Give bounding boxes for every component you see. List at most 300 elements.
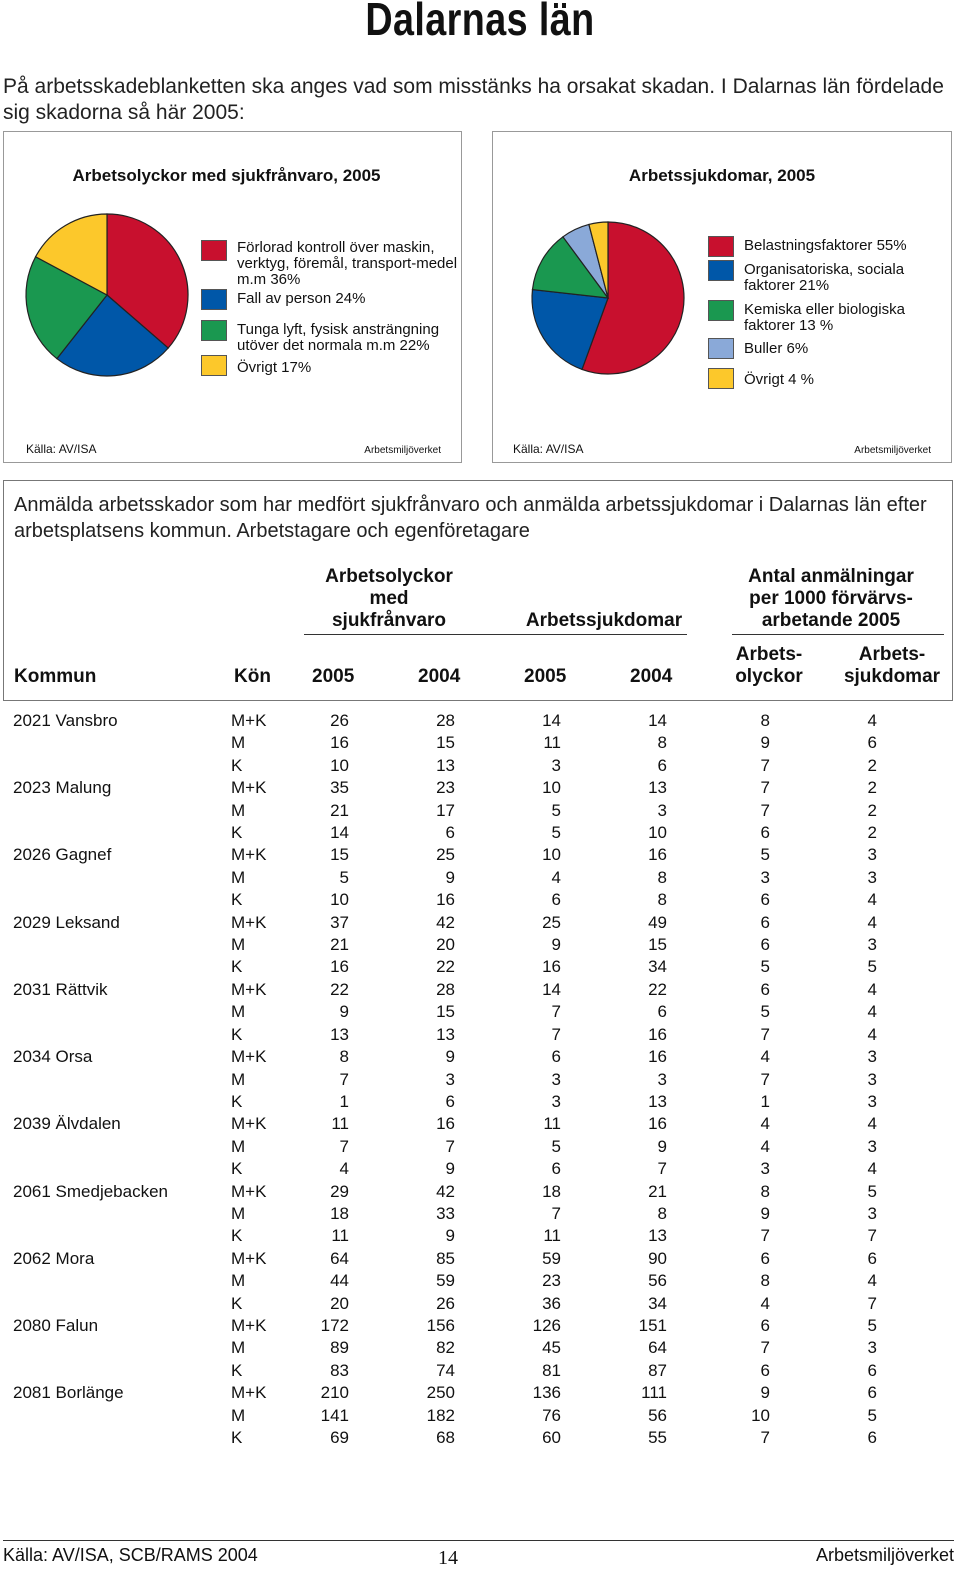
- value-cell: 89: [330, 1338, 349, 1358]
- value-cell: 45: [542, 1338, 561, 1358]
- value-cell: 7: [339, 1136, 349, 1156]
- kon-cell: M: [231, 1271, 246, 1291]
- kommun-cell: [3, 1427, 231, 1449]
- value-cell: 60: [542, 1428, 561, 1447]
- value-cell: 76: [542, 1405, 561, 1425]
- kommun-cell: 2039 Älvdalen: [13, 1114, 121, 1134]
- value-cell: 6: [867, 1383, 877, 1403]
- page-number: 14: [438, 1547, 458, 1569]
- value-cell: 4: [551, 867, 561, 887]
- kommun-cell: 2031 Rättvik: [13, 979, 108, 999]
- value-cell: 111: [641, 1383, 667, 1403]
- value-cell: 35: [330, 778, 349, 798]
- value-cell: 3: [867, 867, 877, 887]
- table-header-box: [3, 480, 953, 701]
- value-cell: 7: [760, 1338, 770, 1358]
- legend-label: Kemiska eller biologiska faktorer 13 %: [744, 301, 905, 334]
- value-cell: 21: [330, 935, 349, 955]
- value-cell: 1: [339, 1091, 349, 1111]
- value-cell: 16: [648, 1047, 667, 1067]
- value-cell: 36: [542, 1293, 561, 1313]
- table-row: [3, 1024, 929, 1046]
- kommun-cell: 2080 Falun: [13, 1315, 99, 1335]
- kon-cell: M+K: [231, 845, 267, 865]
- kommun-cell: [3, 1091, 231, 1113]
- table-row: [3, 822, 929, 844]
- value-cell: 90: [648, 1248, 667, 1268]
- value-cell: 10: [330, 890, 349, 910]
- value-cell: 11: [543, 1226, 561, 1246]
- value-cell: 8: [657, 1203, 667, 1223]
- legend-label: Fall av person 24%: [237, 290, 366, 307]
- legend-swatch: [201, 289, 227, 310]
- value-cell: 87: [648, 1360, 667, 1380]
- legend-swatch: [201, 240, 227, 261]
- value-cell: 7: [551, 1024, 561, 1044]
- legend-swatch: [708, 368, 734, 389]
- kommun-cell: [3, 800, 231, 822]
- table-row: [3, 1382, 929, 1404]
- value-cell: 7: [445, 1136, 455, 1156]
- table-row: [3, 732, 929, 754]
- value-cell: 44: [330, 1271, 349, 1291]
- pie-title: Arbetsolyckor med sjukfrånvaro, 2005: [72, 166, 381, 185]
- value-cell: 9: [551, 935, 561, 955]
- value-cell: 3: [867, 935, 877, 955]
- table-row: [3, 979, 929, 1001]
- legend-swatch: [201, 355, 227, 376]
- kommun-cell: [3, 1337, 231, 1359]
- group-header-olyckor: Arbetsolyckor med sjukfrånvaro: [325, 566, 453, 631]
- table-row: [3, 1225, 929, 1247]
- value-cell: 210: [320, 1383, 349, 1403]
- value-cell: 7: [760, 1226, 770, 1246]
- kommun-cell: [3, 1360, 231, 1382]
- value-cell: 7: [760, 755, 770, 775]
- legend-label: Övrigt 4 %: [744, 371, 815, 388]
- footer-publisher: Arbetsmiljöverket: [815, 1545, 954, 1565]
- value-cell: 4: [760, 1047, 770, 1067]
- value-cell: 28: [436, 711, 455, 730]
- legend-label: Buller 6%: [744, 340, 809, 357]
- value-cell: 16: [330, 733, 349, 753]
- value-cell: 3: [657, 1069, 667, 1089]
- value-cell: 81: [542, 1360, 561, 1380]
- value-cell: 6: [760, 823, 770, 843]
- table-row: [3, 710, 929, 732]
- col-header-kon: Kön: [234, 666, 271, 687]
- page-title: Dalarnas län: [365, 0, 595, 45]
- col-header-arbetsolyckor: Arbets- olyckor: [735, 644, 803, 687]
- value-cell: 5: [867, 957, 877, 977]
- table-row: [3, 1427, 929, 1449]
- value-cell: 7: [867, 1226, 877, 1246]
- kon-cell: K: [231, 1159, 243, 1179]
- pie-publisher: Arbetsmiljöverket: [364, 445, 441, 456]
- data-table: [3, 710, 929, 1449]
- kon-cell: M: [231, 935, 246, 955]
- value-cell: 3: [760, 867, 770, 887]
- value-cell: 6: [760, 1360, 770, 1380]
- value-cell: 6: [551, 890, 561, 910]
- pie-panel-sjukdomar: [492, 131, 952, 463]
- kommun-cell: 2026 Gagnef: [13, 845, 112, 865]
- value-cell: 22: [330, 979, 349, 999]
- value-cell: 7: [551, 1203, 561, 1223]
- value-cell: 15: [436, 1002, 455, 1022]
- value-cell: 5: [760, 1002, 770, 1022]
- legend-label: Förlorad kontroll över maskin, verktyg, föremål, transport-medel m.m 36%: [237, 239, 458, 288]
- value-cell: 172: [320, 1315, 349, 1335]
- value-cell: 10: [648, 823, 667, 843]
- value-cell: 16: [542, 957, 561, 977]
- value-cell: 6: [657, 1002, 667, 1022]
- value-cell: 16: [436, 890, 455, 910]
- kon-cell: M: [231, 1002, 246, 1022]
- col-header-kommun: Kommun: [14, 666, 97, 687]
- kommun-cell: [3, 1024, 231, 1046]
- value-cell: 26: [330, 711, 349, 730]
- value-cell: 22: [648, 979, 667, 999]
- value-cell: 21: [648, 1181, 667, 1201]
- kommun-cell: [3, 889, 231, 911]
- value-cell: 42: [436, 1181, 455, 1201]
- value-cell: 21: [330, 800, 349, 820]
- value-cell: 3: [760, 1159, 770, 1179]
- kommun-cell: 2023 Malung: [13, 778, 112, 798]
- legend-label: Tunga lyft, fysisk ansträngning utöver det normala m.m 22%: [237, 321, 440, 354]
- value-cell: 5: [867, 1315, 877, 1335]
- value-cell: 14: [648, 711, 667, 730]
- table-row: [3, 844, 929, 866]
- value-cell: 4: [867, 912, 877, 932]
- value-cell: 25: [542, 912, 561, 932]
- kon-cell: M: [231, 1338, 246, 1358]
- value-cell: 11: [543, 733, 561, 753]
- value-cell: 6: [760, 1315, 770, 1335]
- value-cell: 6: [760, 912, 770, 932]
- table-row: [3, 1091, 929, 1113]
- value-cell: 5: [551, 1136, 561, 1156]
- value-cell: 9: [760, 1383, 770, 1403]
- value-cell: 3: [867, 1047, 877, 1067]
- col-header-sjukdomar-2004: 2004: [630, 666, 673, 687]
- value-cell: 6: [867, 1248, 877, 1268]
- value-cell: 4: [867, 979, 877, 999]
- footer-source: Källa: AV/ISA, SCB/RAMS 2004: [3, 1545, 258, 1565]
- intro-text: På arbetsskadeblanketten ska anges vad som misstänks ha orsakat skadan. I Dalarnas län fördelade sig skadorna så här 2005:: [3, 75, 944, 124]
- value-cell: 8: [760, 711, 770, 730]
- table-row: [3, 1405, 929, 1427]
- value-cell: 9: [760, 733, 770, 753]
- table-row: [3, 1046, 929, 1068]
- value-cell: 15: [648, 935, 667, 955]
- kon-cell: M+K: [231, 912, 267, 932]
- table-row: [3, 1203, 929, 1225]
- value-cell: 156: [426, 1315, 455, 1335]
- kommun-cell: [3, 1136, 231, 1158]
- value-cell: 42: [436, 912, 455, 932]
- table-row: [3, 867, 929, 889]
- kommun-cell: [3, 732, 231, 754]
- kon-cell: K: [231, 1091, 243, 1111]
- value-cell: 14: [330, 823, 349, 843]
- value-cell: 16: [648, 845, 667, 865]
- legend-swatch: [708, 236, 734, 257]
- pie-legend-sjukdomar: [708, 238, 948, 393]
- kon-cell: M: [231, 733, 246, 753]
- table-row: [3, 1293, 929, 1315]
- value-cell: 5: [867, 1405, 877, 1425]
- value-cell: 3: [867, 1338, 877, 1358]
- value-cell: 4: [867, 1114, 877, 1134]
- value-cell: 74: [436, 1360, 455, 1380]
- value-cell: 13: [648, 1226, 667, 1246]
- value-cell: 10: [330, 755, 349, 775]
- kon-cell: M: [231, 1405, 246, 1425]
- kon-cell: K: [231, 1293, 243, 1313]
- kon-cell: M: [231, 1136, 246, 1156]
- kommun-cell: [3, 1270, 231, 1292]
- value-cell: 3: [551, 1091, 561, 1111]
- kon-cell: M+K: [231, 778, 267, 798]
- legend-swatch: [201, 320, 227, 341]
- pie-legend-olyckor: [201, 240, 461, 390]
- value-cell: 4: [339, 1159, 349, 1179]
- kommun-cell: 2081 Borlänge: [13, 1383, 124, 1403]
- value-cell: 13: [648, 778, 667, 798]
- group-header-sjukdomar: Arbetssjukdomar: [525, 610, 683, 631]
- kon-cell: K: [231, 957, 243, 977]
- kon-cell: M+K: [231, 979, 267, 999]
- value-cell: 10: [542, 778, 561, 798]
- legend-swatch: [708, 260, 734, 281]
- table-row: [3, 956, 929, 978]
- value-cell: 7: [760, 800, 770, 820]
- value-cell: 25: [436, 845, 455, 865]
- value-cell: 9: [445, 867, 455, 887]
- value-cell: 26: [436, 1293, 455, 1313]
- value-cell: 9: [760, 1203, 770, 1223]
- value-cell: 8: [657, 867, 667, 887]
- table-row: [3, 912, 929, 934]
- kon-cell: K: [231, 890, 243, 910]
- value-cell: 59: [436, 1271, 455, 1291]
- kon-cell: M: [231, 1203, 246, 1223]
- value-cell: 14: [542, 979, 561, 999]
- value-cell: 69: [330, 1428, 349, 1447]
- value-cell: 6: [551, 1159, 561, 1179]
- value-cell: 3: [551, 1069, 561, 1089]
- value-cell: 34: [648, 1293, 667, 1313]
- value-cell: 7: [760, 1428, 770, 1447]
- value-cell: 8: [657, 890, 667, 910]
- value-cell: 3: [445, 1069, 455, 1089]
- kon-cell: M+K: [231, 1047, 267, 1067]
- value-cell: 3: [867, 1136, 877, 1156]
- value-cell: 13: [436, 1024, 455, 1044]
- value-cell: 6: [867, 1360, 877, 1380]
- kon-cell: K: [231, 1226, 243, 1246]
- divider: [732, 634, 944, 635]
- value-cell: 9: [445, 1226, 455, 1246]
- value-cell: 55: [648, 1428, 667, 1447]
- value-cell: 56: [648, 1271, 667, 1291]
- value-cell: 4: [867, 1159, 877, 1179]
- kon-cell: M+K: [231, 1181, 267, 1201]
- value-cell: 182: [426, 1405, 455, 1425]
- value-cell: 18: [542, 1181, 561, 1201]
- value-cell: 4: [867, 711, 877, 730]
- divider: [304, 634, 687, 635]
- table-row: [3, 1158, 929, 1180]
- value-cell: 10: [751, 1405, 770, 1425]
- col-header-arbetssjukdomar: Arbets- sjukdomar: [843, 644, 941, 687]
- col-header-olyckor-2004: 2004: [418, 666, 461, 687]
- value-cell: 6: [867, 1428, 877, 1447]
- pie-panel-olyckor: [3, 131, 462, 463]
- value-cell: 4: [760, 1136, 770, 1156]
- value-cell: 28: [436, 979, 455, 999]
- value-cell: 4: [760, 1293, 770, 1313]
- value-cell: 17: [436, 800, 455, 820]
- kommun-cell: [3, 934, 231, 956]
- value-cell: 3: [551, 755, 561, 775]
- value-cell: 3: [867, 1069, 877, 1089]
- table-row: [3, 1069, 929, 1091]
- group-header-antal: Antal anmälningar per 1000 förvärvs- arbetande 2005: [748, 566, 914, 631]
- value-cell: 4: [760, 1114, 770, 1134]
- value-cell: 6: [760, 1248, 770, 1268]
- value-cell: 136: [532, 1383, 561, 1403]
- value-cell: 16: [330, 957, 349, 977]
- value-cell: 16: [648, 1114, 667, 1134]
- value-cell: 15: [436, 733, 455, 753]
- kon-cell: M+K: [231, 1383, 267, 1403]
- value-cell: 7: [339, 1069, 349, 1089]
- kommun-cell: [3, 755, 231, 777]
- table-row: [3, 755, 929, 777]
- kommun-cell: [3, 956, 231, 978]
- kommun-cell: [3, 1203, 231, 1225]
- kommun-cell: 2062 Mora: [13, 1248, 95, 1268]
- kon-cell: M: [231, 867, 246, 887]
- kommun-cell: [3, 1001, 231, 1023]
- pie-title: Arbetssjukdomar, 2005: [628, 166, 816, 185]
- value-cell: 20: [330, 1293, 349, 1313]
- value-cell: 14: [542, 711, 561, 730]
- table-row: [3, 1248, 929, 1270]
- value-cell: 49: [648, 912, 667, 932]
- value-cell: 3: [867, 1091, 877, 1111]
- value-cell: 56: [648, 1405, 667, 1425]
- table-row: [3, 1315, 929, 1337]
- table-row: [3, 889, 929, 911]
- legend-swatch: [708, 300, 734, 321]
- legend-swatch: [708, 338, 734, 359]
- table-row: [3, 1001, 929, 1023]
- value-cell: 7: [551, 1002, 561, 1022]
- value-cell: 6: [657, 755, 667, 775]
- value-cell: 9: [445, 1159, 455, 1179]
- value-cell: 2: [867, 755, 877, 775]
- value-cell: 4: [867, 1002, 877, 1022]
- value-cell: 64: [648, 1338, 667, 1358]
- value-cell: 5: [339, 867, 349, 887]
- table-row: [3, 1181, 929, 1203]
- value-cell: 11: [331, 1226, 349, 1246]
- value-cell: 6: [760, 979, 770, 999]
- kommun-cell: 2021 Vansbro: [13, 711, 118, 730]
- value-cell: 33: [436, 1203, 455, 1223]
- legend-label: Organisatoriska, sociala faktorer 21%: [744, 261, 905, 294]
- value-cell: 7: [760, 1024, 770, 1044]
- value-cell: 5: [867, 1181, 877, 1201]
- footer-divider: [3, 1540, 954, 1541]
- value-cell: 5: [760, 845, 770, 865]
- value-cell: 83: [330, 1360, 349, 1380]
- kommun-cell: 2034 Orsa: [13, 1047, 93, 1067]
- value-cell: 4: [867, 1271, 877, 1291]
- value-cell: 126: [532, 1315, 561, 1335]
- value-cell: 23: [542, 1271, 561, 1291]
- value-cell: 250: [426, 1383, 455, 1403]
- value-cell: 23: [436, 778, 455, 798]
- value-cell: 13: [648, 1091, 667, 1111]
- value-cell: 34: [648, 957, 667, 977]
- value-cell: 10: [542, 845, 561, 865]
- value-cell: 64: [330, 1248, 349, 1268]
- legend-label: Övrigt 17%: [237, 359, 312, 376]
- kon-cell: K: [231, 823, 243, 843]
- value-cell: 141: [320, 1405, 349, 1425]
- value-cell: 29: [330, 1181, 349, 1201]
- value-cell: 8: [339, 1047, 349, 1067]
- table-title: Anmälda arbetsskador som har medfört sjukfrånvaro och anmälda arbetssjukdomar i Dalarnas län efter arbetsplatsens kommun. Arbetstagare och egenföretagare: [14, 494, 927, 542]
- kon-cell: M+K: [231, 1248, 267, 1268]
- kon-cell: K: [231, 1024, 243, 1044]
- value-cell: 37: [330, 912, 349, 932]
- value-cell: 6: [760, 890, 770, 910]
- kon-cell: K: [231, 1360, 243, 1380]
- pie-source: Källa: AV/ISA: [513, 442, 584, 456]
- kon-cell: M+K: [231, 1114, 267, 1134]
- pie-publisher: Arbetsmiljöverket: [854, 445, 931, 456]
- kommun-cell: [3, 1225, 231, 1247]
- value-cell: 9: [657, 1136, 667, 1156]
- table-row: [3, 1337, 929, 1359]
- value-cell: 7: [760, 1069, 770, 1089]
- kommun-cell: [3, 822, 231, 844]
- value-cell: 5: [551, 800, 561, 820]
- value-cell: 6: [551, 1047, 561, 1067]
- value-cell: 1: [760, 1091, 770, 1111]
- value-cell: 11: [331, 1114, 349, 1134]
- value-cell: 2: [867, 800, 877, 820]
- value-cell: 3: [867, 1203, 877, 1223]
- kon-cell: K: [231, 1428, 243, 1447]
- value-cell: 3: [657, 800, 667, 820]
- kon-cell: M: [231, 1069, 246, 1089]
- value-cell: 3: [867, 845, 877, 865]
- value-cell: 2: [867, 778, 877, 798]
- value-cell: 5: [551, 823, 561, 843]
- value-cell: 8: [760, 1271, 770, 1291]
- kommun-cell: [3, 1293, 231, 1315]
- table-row: [3, 1360, 929, 1382]
- kommun-cell: [3, 1069, 231, 1091]
- value-cell: 7: [760, 778, 770, 798]
